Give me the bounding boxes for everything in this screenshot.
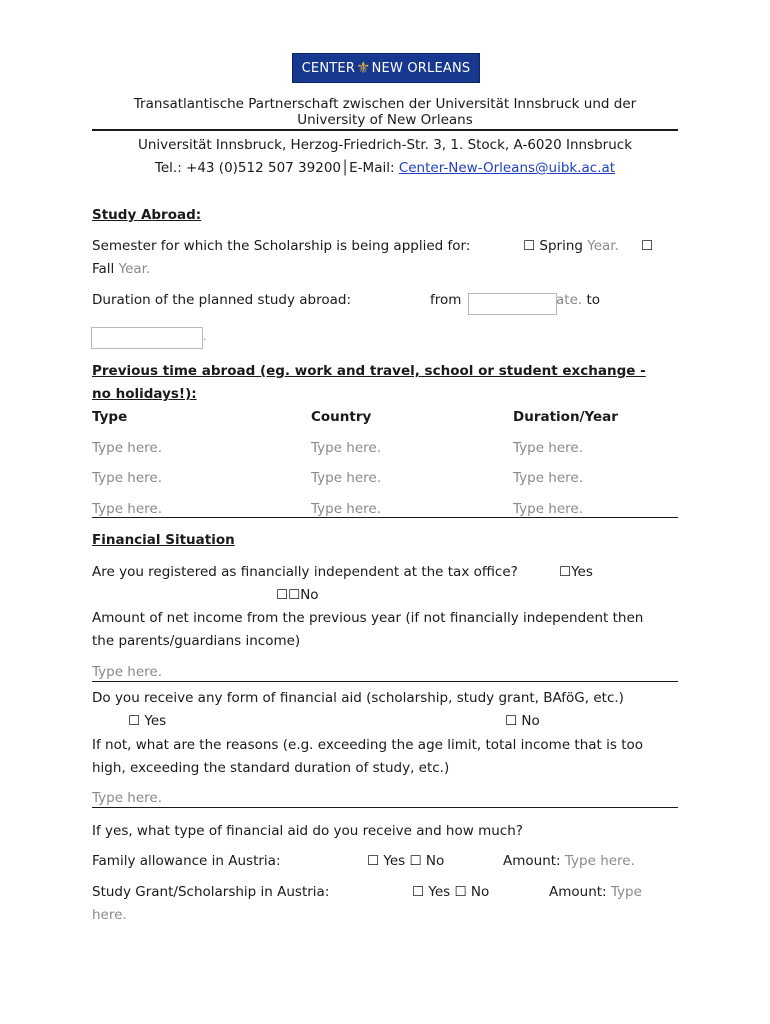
fall-label: Fall [92,261,115,277]
fall-checkbox[interactable]: ☐ [641,238,654,254]
to-label: to [586,292,601,308]
family-allowance-label: Family allowance in Austria: [92,853,281,869]
row1-type-field[interactable]: Type here. [92,440,163,456]
header-contact [92,160,678,176]
financial-aid-question: Do you receive any form of financial aid (scholarship, study grant, BAföG, etc.) [92,690,624,706]
reasons-field-underline [92,807,678,808]
study-grant-yes-no[interactable]: ☐ Yes ☐ No [412,884,490,900]
grant-amount-field[interactable]: Type [610,884,642,900]
row2-duration-field[interactable]: Type here. [513,470,584,486]
header-title-line1: Transatlantische Partnerschaft zwischen der Universität Innsbruck und der [133,96,637,112]
income-question-line2: the parents/guardians income) [92,633,301,649]
semester-question: Semester for which the Scholarship is being applied for: [92,238,471,254]
family-allowance-amount [503,853,635,869]
from-label: from [430,292,462,308]
column-header-type: Type [92,409,128,425]
aid-type-question: If yes, what type of financial aid do you receive and how much? [92,823,523,839]
spring-year-field[interactable]: Year. [587,238,619,254]
column-header-duration: Duration/Year [513,409,618,425]
to-date-dot: . [203,330,207,343]
duration-question: Duration of the planned study abroad: [92,292,352,308]
financial-aid-no-checkbox[interactable]: ☐ No [505,713,540,729]
date-to [556,292,600,308]
reasons-field[interactable]: Type here. [92,790,163,806]
previous-abroad-heading-line1: Previous time abroad (eg. work and travel, school or student exchange - [92,363,646,379]
row2-country-field[interactable]: Type here. [311,470,382,486]
family-amount-field[interactable]: Type here. [564,853,635,869]
study-grant-amount [549,884,642,900]
header-title-line2: University of New Orleans [297,112,473,128]
logo-left-text: CENTER [301,60,356,76]
fall-option[interactable] [92,261,150,277]
family-allowance-yes-no[interactable]: ☐ Yes ☐ No [367,853,445,869]
reasons-question-line2: high, exceeding the standard duration of study, etc.) [92,760,450,776]
financial-aid-yes-checkbox[interactable]: ☐ Yes [128,713,167,729]
study-grant-label: Study Grant/Scholarship in Austria: [92,884,330,900]
row3-type-field[interactable]: Type here. [92,501,163,517]
row1-duration-field[interactable]: Type here. [513,440,584,456]
income-field[interactable]: Type here. [92,664,163,680]
grant-amount-label: Amount: [549,884,611,900]
row1-country-field[interactable]: Type here. [311,440,382,456]
header-email-label: E-Mail: [349,160,399,176]
column-header-country: Country [311,409,372,425]
logo-right-text: NEW ORLEANS [371,60,471,76]
financial-heading: Financial Situation [92,532,235,548]
from-date-field[interactable] [468,293,557,315]
income-field-underline [92,681,678,682]
independent-yes-checkbox[interactable]: ☐Yes [559,564,593,580]
header-address: Universität Innsbruck, Herzog-Friedrich-Str. 3, 1. Stock, A-6020 Innsbruck [137,137,633,153]
fleur-de-lis-icon: ⚜ [356,58,371,77]
row2-type-field[interactable]: Type here. [92,470,163,486]
reasons-question-line1: If not, what are the reasons (e.g. exceeding the age limit, total income that is too [92,737,644,753]
from-date-placeholder-tail: ate. [556,292,583,308]
header-divider [92,129,678,131]
spring-label: Spring [535,238,583,254]
to-date-field[interactable] [91,327,203,349]
spring-checkbox[interactable]: ☐ [523,238,536,254]
row3-duration-field[interactable]: Type here. [513,501,584,517]
center-new-orleans-logo [292,53,480,83]
spring-option[interactable] [523,238,619,254]
grant-amount-field-wrap[interactable]: here. [92,907,127,923]
family-amount-label: Amount: [503,853,565,869]
independent-no-checkbox[interactable]: ☐☐No [276,587,319,603]
fall-year-field[interactable]: Year. [118,261,151,277]
study-abroad-heading: Study Abroad: [92,207,202,223]
income-question-line1: Amount of net income from the previous year (if not financially independent then [92,610,644,626]
header-separator: │ [341,160,350,176]
independent-question: Are you registered as financially independent at the tax office? [92,564,518,580]
row3-country-field[interactable]: Type here. [311,501,382,517]
header-tel: Tel.: +43 (0)512 507 39200 [154,160,341,176]
table-bottom-divider [92,517,678,518]
header-email-link[interactable]: Center-New-Orleans@uibk.ac.at [398,160,616,176]
previous-abroad-heading-line2: no holidays!): [92,386,197,402]
